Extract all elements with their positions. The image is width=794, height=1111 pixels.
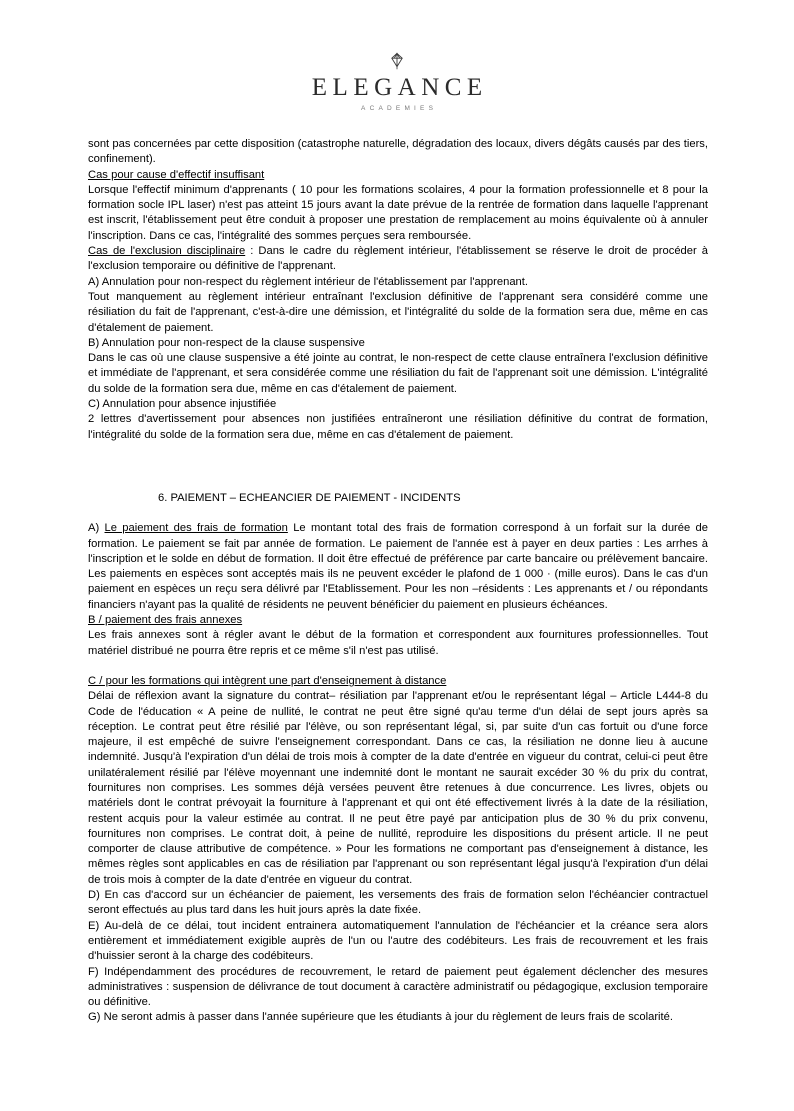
payment-c-text: Délai de réflexion avant la signature du contrat– résiliation par l'apprenant et/ou le représentant légal – Article L444-8 du Code de l'éducation « A peine de nullité, le contrat ne peut être signé qu'au terme d'un délai de sept jours après sa réception. Le contrat peut être résilié par l'élève, ou son représentant légal, si, par suite d'un cas fortuit ou d'une force majeure, il est empêché de suivre l'enseignement correspondant. Dans ce cas, la résiliation ne donne lieu à aucune indemnité. Jusqu'à l'expiration d'un délai de trois mois à compter de la date d'entrée en vigueur du contrat, celui-ci peut être unilatéralement résilié par l'élève moyennant une indemnité dont le montant ne saurait excéder 30 % du prix du contrat, fournitures non comprises. Les sommes déjà versées peuvent être retenues à due concurrence. Les livres, objets ou matériels dont le contrat prévoyait la fourniture à l'apprenant et qui ont été effectivement livrés à la date de la résiliation, restent acquis pour la valeur estimée au contrat. Il ne peut être payé par anticipation plus de 30 % du prix convenu, fournitures non comprises. Le contrat doit, à peine de nullité, reproduire les dispositions du présent article. Il ne peut comporter de clause attributive de compétence. » Pour les formations ne comportant pas d'enseignement à distance, les mêmes règles sont applicables en cas de résiliation par l'apprenant ou son représentant légal jusqu'à l'expiration d'un délai de trois mois à compter de la date d'entrée en vigueur du contrat.: [88, 690, 708, 886]
clause-b-text: Dans le cas où une clause suspensive a été jointe au contrat, le non-respect de cette clause entraînera l'exclusion définitive et immédiate de l'apprenant, et sera considérée comme une résiliation du fait de l'apprenant soit une démission. L'intégralité du solde de la formation sera due, même en cas d'étalement de paiement.: [88, 352, 708, 395]
paragraph-exclusion-disciplinaire-text: : Dans le cadre du règlement intérieur, l'établissement se réserve le droit de procéder à l'exclusion temporaire ou définitive de l'apprenant.: [88, 245, 708, 273]
payment-a-heading: Le paiement des frais de formation: [104, 522, 288, 535]
heading-effectif-insuffisant-text: Cas pour cause d'effectif insuffisant: [88, 168, 265, 181]
payment-a-paragraph: [88, 521, 708, 613]
payment-c-heading-line: [88, 674, 708, 689]
payment-d-text: D) En cas d'accord sur un échéancier de paiement, les versements des frais de formation selon l'échéancier contractuel seront effectués au plus tard dans les huit jours après la date fixée.: [88, 889, 708, 917]
payment-g-text: G) Ne seront admis à passer dans l'année supérieure que les étudiants à jour du règlement de leurs frais de scolarité.: [88, 1011, 673, 1024]
clause-c-text: 2 lettres d'avertissement pour absences non justifiées entraîneront une résiliation définitive du contrat de formation, l'intégralité du solde de la formation sera due, même en cas d'étalement de paiement.: [88, 413, 708, 441]
clause-c-title: C) Annulation pour absence injustifiée: [88, 398, 277, 411]
clause-a-text: Tout manquement au règlement intérieur entraînant l'exclusion définitive de l'apprenant sera considéré comme une résiliation du fait de l'apprenant, c'est-à-dire une démission, et l'intégralité du solde de la formation sera due, même en cas d'étalement de paiement.: [88, 290, 708, 334]
payment-a-text: Le montant total des frais de formation correspond à un forfait sur la durée de formation. Le paiement se fait par année de formation. Le paiement de l'année est à payer en deux parties : Les arrhes à l'inscription et le solde en début de formation. Il doit être effectué de préférence par carte bancaire ou prélèvement bancaire. Les paiements en espèces sont acceptés mais ils ne peuvent excéder le plafond de 1 000 · (mille euros). Dans le cas d'un paiement en espèces un reçu sera délivré par l'Etablissement. Pour les non –résidents : Les apprenants et / ou répondants financiers n'ayant pas la qualité de résidents ne peuvent bénéficier du paiement en plusieurs échéances.: [88, 522, 708, 611]
logo-wordmark: ELEGANCE: [311, 74, 488, 101]
diamond-gem-icon: [389, 52, 405, 70]
paragraph-continuation: sont pas concernées par cette disposition (catastrophe naturelle, dégradation des locaux, divers dégâts causés par des tiers, confinement).: [88, 138, 708, 166]
section-spacer-top: [88, 443, 708, 491]
payment-c-spacer: [88, 659, 708, 674]
document-body: [88, 137, 708, 1026]
paragraph-exclusion-disciplinaire: [88, 244, 708, 275]
payment-f-text: F) Indépendamment des procédures de recouvrement, le retard de paiement peut également déclencher des mesures administratives : suspension de délivrance de tout document à caractère administratif ou pédagogique, exclusion temporaire ou définitive.: [88, 965, 708, 1009]
heading-effectif-insuffisant: [88, 168, 708, 183]
payment-a-prefix: A): [88, 522, 105, 535]
payment-b-text: Les frais annexes sont à régler avant le début de la formation et correspondent aux fournitures professionnelles. Tout matériel distribué ne pourra être repris et ce même s'il n'est pas utilisé.: [88, 629, 708, 657]
logo-subtitle: ACADEMIES: [361, 105, 438, 113]
paragraph-effectif-minimum: Lorsque l'effectif minimum d'apprenants ( 10 pour les formations scolaires, 4 pour la formation professionnelle et 8 pour la formation socle IPL laser) n'est pas atteint 15 jours avant la date prévue de la rentrée de formation dans laquelle l'apprenant est inscrit, l'établissement peut être conduit à proposer une prestation de remplacement au moins équivalente où à annuler l'inscription. Dans ce cas, l'intégralité des sommes perçues sera remboursée.: [88, 183, 708, 242]
section-6-heading: 6. PAIEMENT – ECHEANCIER DE PAIEMENT - INCIDENTS: [158, 491, 461, 504]
section-spacer-bottom: [88, 506, 708, 521]
clause-a-title: A) Annulation pour non-respect du règlement intérieur de l'établissement par l'apprenant.: [88, 275, 528, 288]
payment-c-heading: C / pour les formations qui intègrent une part d'enseignement à distance: [88, 674, 447, 687]
clause-b-title: B) Annulation pour non-respect de la clause suspensive: [88, 336, 365, 349]
heading-exclusion-disciplinaire: Cas de l'exclusion disciplinaire: [88, 245, 246, 258]
payment-b-heading-line: [88, 613, 708, 628]
payment-e-text: E) Au-delà de ce délai, tout incident entrainera automatiquement l'annulation de l'échéancier et la créance sera alors entièrement et immédiatement exigible auprès de l'un ou l'autre des codébiteurs. Les frais de recouvrement et les frais d'huissier seront à la charge des codébiteurs.: [88, 919, 708, 963]
letterhead: [0, 52, 794, 112]
payment-b-heading: B / paiement des frais annexes: [88, 614, 243, 627]
